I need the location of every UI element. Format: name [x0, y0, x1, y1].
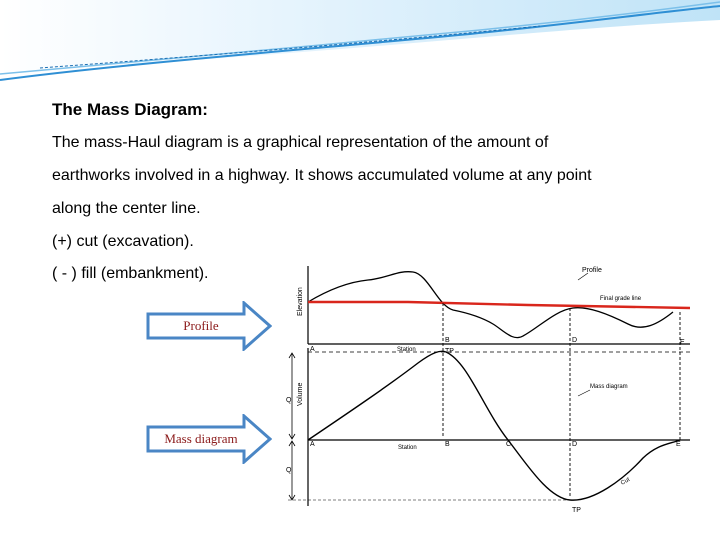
mass-diagram-callout-arrow — [146, 414, 272, 464]
profile-title: Profile — [582, 267, 602, 274]
point-e-top: E — [680, 339, 685, 346]
point-c-bottom: C — [506, 441, 512, 448]
point-b-top: B — [445, 337, 450, 344]
mass-haul-figure — [278, 258, 690, 526]
body-line-5: ( - ) fill (embankment). — [52, 265, 209, 282]
point-a-top: A — [310, 346, 315, 353]
body-line-3: along the center line. — [52, 200, 201, 217]
cut-label: Cut — [620, 476, 632, 487]
profile-callout-label: Profile — [183, 318, 219, 333]
point-d-top: D — [572, 337, 578, 344]
mass-diagram-callout-label: Mass diagram — [164, 431, 238, 446]
body-line-2: earthworks involved in a highway. It shows accumulated volume at any point — [52, 167, 592, 184]
point-e-bottom: E — [676, 441, 681, 448]
volume-axis-label: Volume — [297, 382, 304, 406]
top-station-label: Station — [397, 347, 416, 353]
body-line-1: The mass-Haul diagram is a graphical representation of the amount of — [52, 134, 549, 151]
body-line-4: (+) cut (excavation). — [52, 233, 194, 250]
point-a-bottom: A — [310, 441, 315, 448]
final-grade-line-label: Final grade line — [600, 296, 642, 302]
dimension-q-upper-label: Q — [286, 397, 292, 404]
mass-diagram-label: Mass diagram — [590, 384, 628, 390]
profile-callout-arrow — [146, 301, 272, 351]
point-tp-bottom: TP — [572, 507, 581, 514]
dimension-q-lower-label: Q — [286, 467, 292, 474]
point-b-bottom: B — [445, 441, 450, 448]
slide-heading: The Mass Diagram: — [52, 100, 208, 119]
header-banner — [0, 0, 720, 90]
elevation-axis-label: Elevation — [297, 287, 304, 316]
bottom-station-label: Station — [398, 445, 417, 451]
point-d-bottom: D — [572, 441, 578, 448]
point-tp-top: TP — [445, 348, 454, 355]
